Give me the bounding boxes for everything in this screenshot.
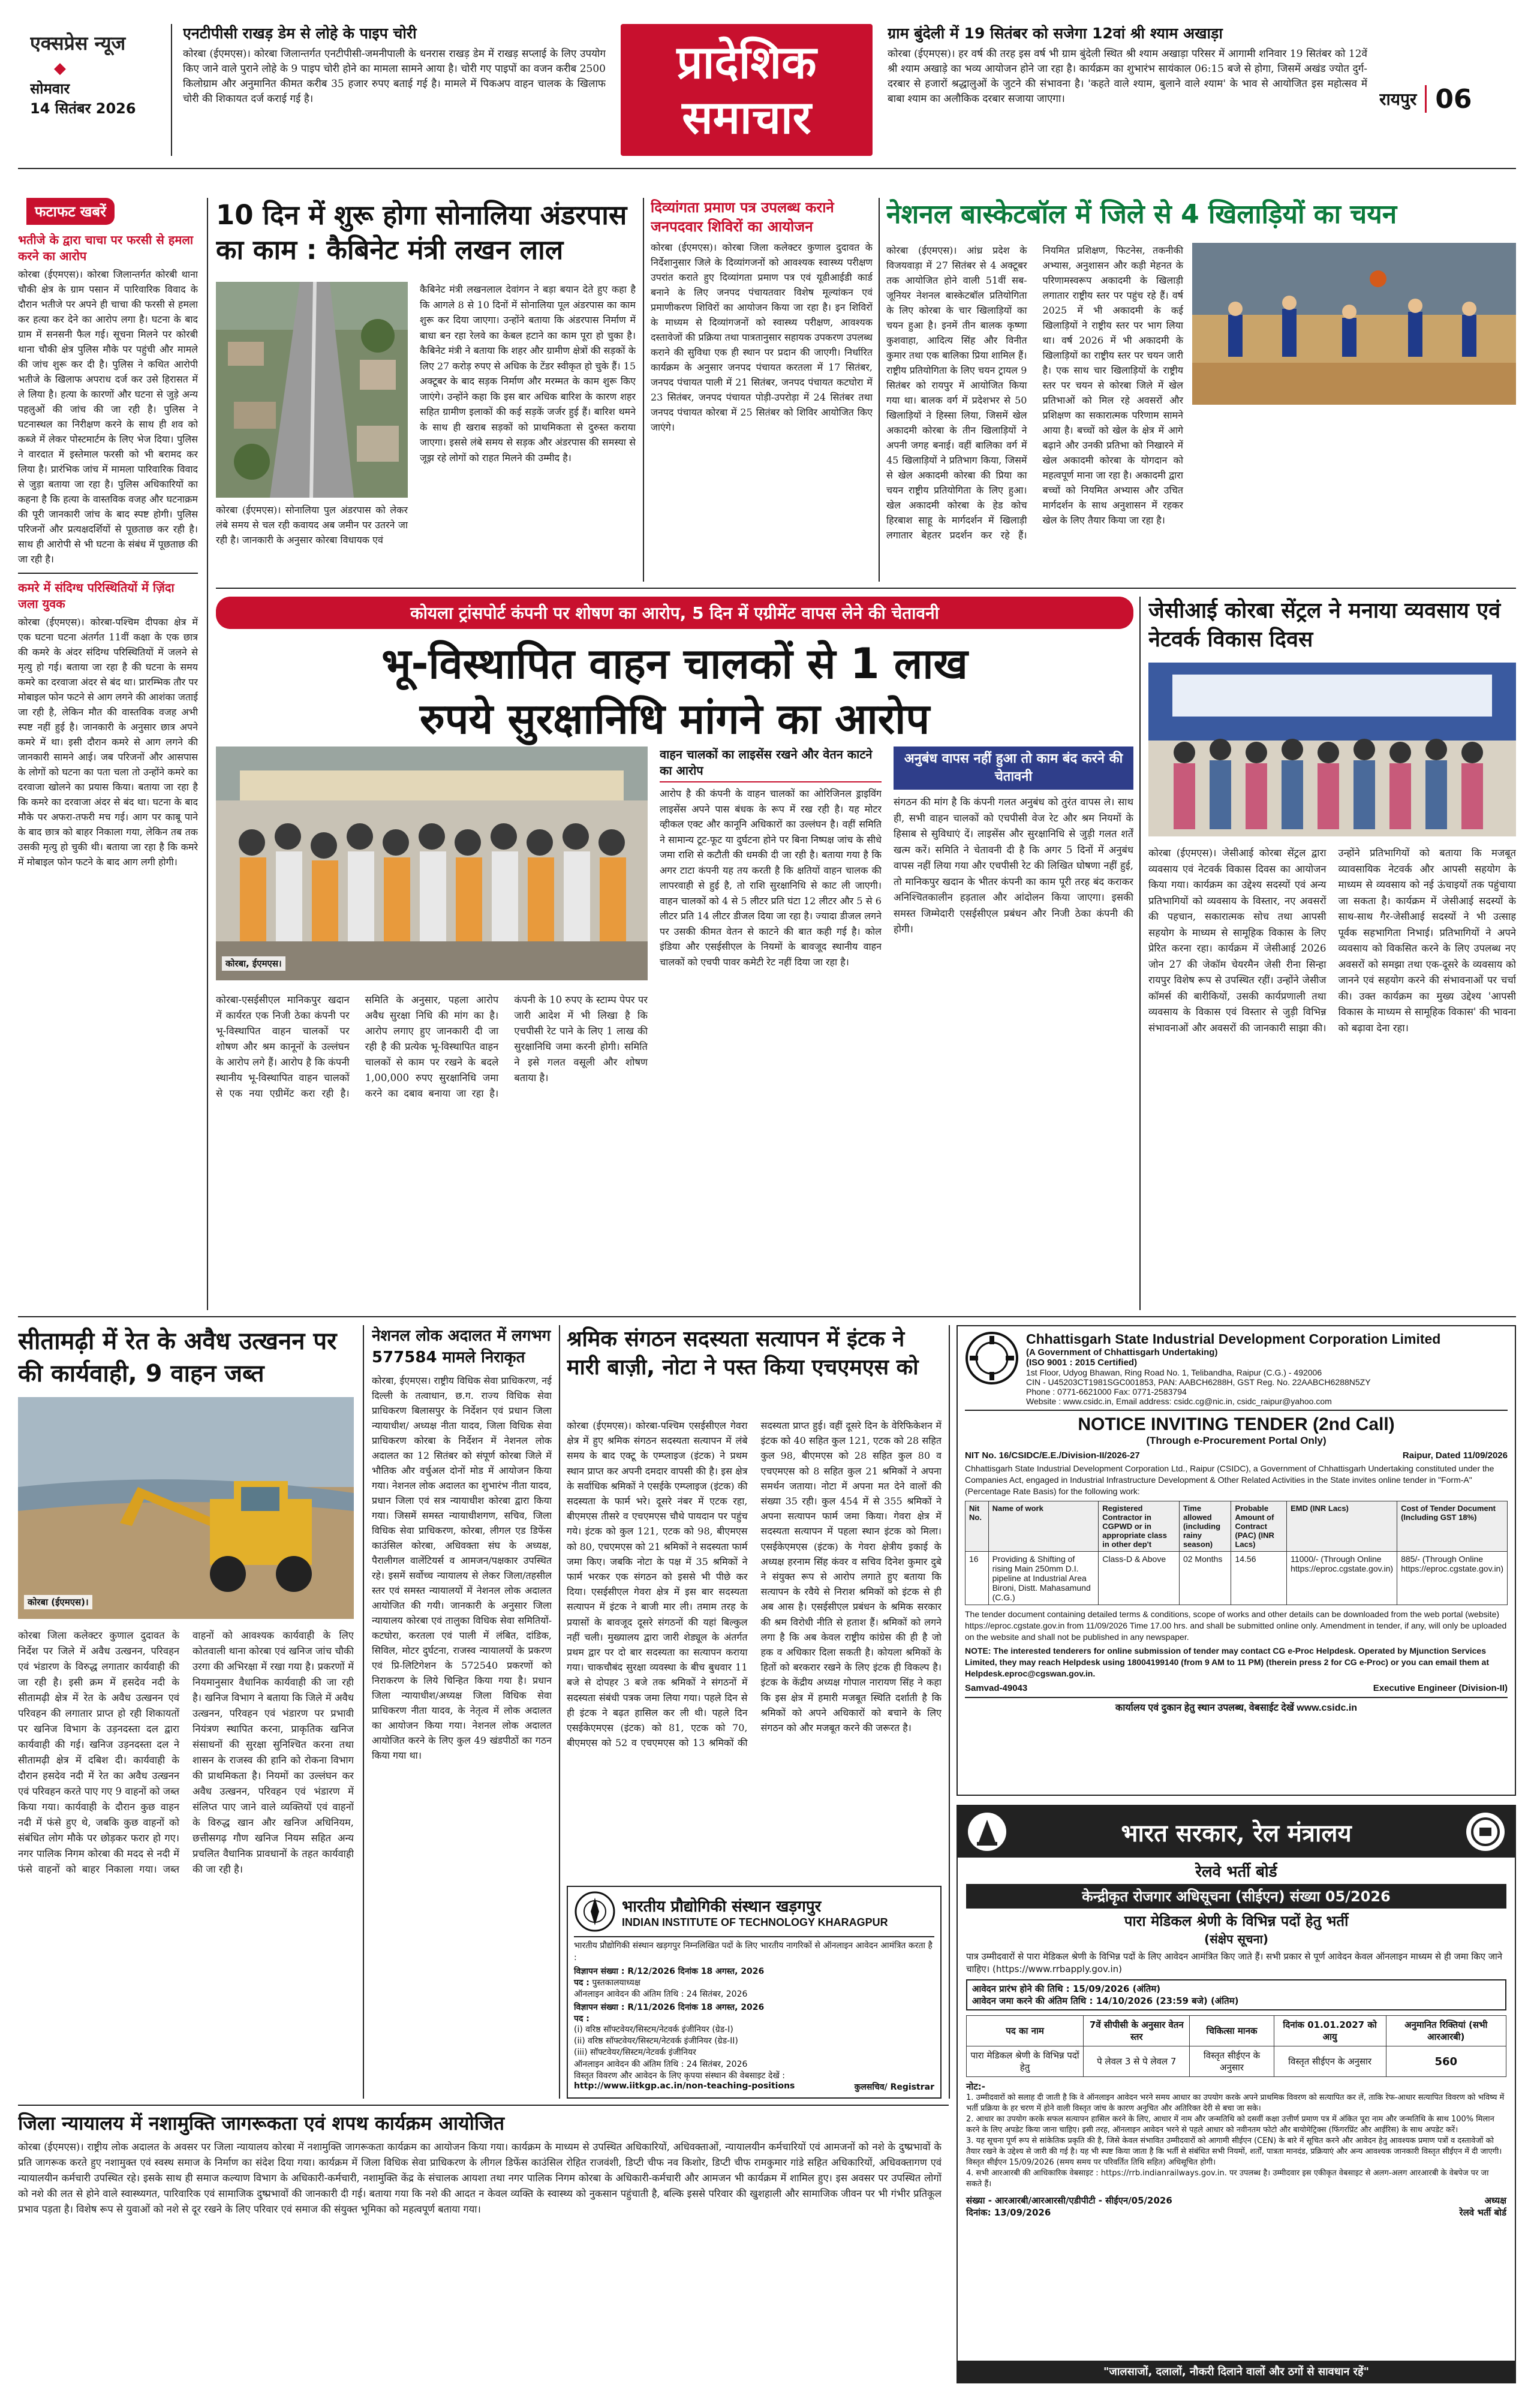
jci-headline: जेसीआई कोरबा सेंट्रल ने मनाया व्यवसाय एवं नेटवर्क विकास दिवस (1148, 598, 1501, 652)
sand-body: कोरबा जिला कलेक्टर कुणाल दुदावत के निर्देश पर जिले में अवैध उत्खनन, परिवहन एवं भंडारण के विरुद्ध लगातार कार्यवाही की जा रही है। इसी क्रम में हसदेव नदी के सीतामढ़ी क्षेत्र में रेत के अवैध उत्खनन एवं परिवहन की लगातार प्राप्त हो रही शिकायतों पर खनिज विभाग के उड़नदस्ता दल द्वारा कार्यवाही की गई। खनिज उड़नदस्ता दल ने सीतामढ़ी क्षेत्र में दबिश दी। कार्यवाही के दौरान हसदेव नदी में रेत का अवैध उत्खनन एवं परिवहन करते पाए गए 9 वाहनों को जब्त किया गया। कार्यवाही के दौरान कुछ वाहन नदी में फंसे हुए थे, जबकि कुछ वाहनों को संबंधित लोग मौके पर छोड़कर फरार हो गए। नगर पालिक निगम कोरबा की मदद से नदी में फंसे वाहनों को बाहर निकाला गया। जब्त वाहनों को आवश्यक कार्यवाही के लिए कोतवाली थाना कोरबा एवं खनिज जांच चौकी उरगा की अभिरक्षा में रखा गया है। प्रकरणों में नियमानुसार वैधानिक कार्यवाही की जा रही है। खनिज विभाग ने बताया कि जिले में अवैध उत्खनन, परिवहन एवं भंडारण पर प्रभावी नियंत्रण स्थापित करना, प्राकृतिक खनिज संसाधनों की सुरक्षा सुनिश्चित करना तथा शासन के राजस्व की हानि को रोकना विभाग की प्राथमिकता है। नियमों का उल्लंघन कर अवैध उत्खनन, परिवहन एवं भंडारण में संलिप्त पाए जाने वाले व्यक्तियों एवं वाहनों के विरुद्ध खान और खनिज अधिनियम, छत्तीसगढ़ गौण खनिज नियम सहित अन्य प्रचलित वैधानिक प्रावधानों के तहत कार्यवाही की जा रही है। (18, 1630, 354, 1875)
section-banner (621, 24, 873, 156)
disability-story (651, 198, 873, 582)
protest-crowd-image (216, 747, 648, 980)
underpass-caption: कोरबा (ईएमएस)। सोनालिया पुल अंडरपास को लेकर लंबे समय से चल रही कवायद अब जमीन पर उतरने जा रही है। जानकारी के अनुसार कोरबा विधायक एवं (216, 504, 408, 546)
weekday: सोमवार (30, 80, 70, 97)
city-page (1379, 81, 1516, 117)
railway-end-date: : 14/10/2026 (23:59 बजे) (अंतिम) (1089, 1995, 1239, 2006)
iit-post2-item: (i) वरिष्ठ सॉफ्टवेयर/सिस्टम/नेटवर्क इंजीनियर (ग्रेड-I) (574, 2025, 733, 2034)
csidc-sub1: (A Government of Chhattisgarh Undertaking) (1026, 1347, 1218, 1357)
railway-intro: पात्र उम्मीदवारों से पारा मेडिकल श्रेणी के विभिन्न पदों के लिए आवेदन आमंत्रित किए जाते हैं। सभी प्रकार से पूर्ण आवेदन केवल ऑनलाइन माध्यम से ही जमा किए जाने चाहिए। (https://www.rrbapply.gov.in) (966, 1951, 1503, 1974)
iit-footer: विस्तृत विवरण और आवेदन के लिए कृपया संस्थान की वेबसाइट देखें : (574, 2071, 785, 2081)
csidc-tender-ad (957, 1325, 1516, 1796)
iit-intro: भारतीय प्रौद्योगिकी संस्थान खड़गपुर निम्नलिखित पदों के लिए भारतीय नागरिकों से ऑनलाइन आवेदन आमंत्रित करता है : (574, 1941, 933, 1962)
table-cell: 02 Months (1179, 1552, 1231, 1605)
iit-deadline2: ऑनलाइन आवेदन की अंतिम तिथि : 24 सितंबर, 2026 (574, 2060, 748, 2069)
csidc-note1: The tender document containing detailed terms & conditions, scope of works and other details can be downloaded from the web portal (website) https://eproc.cgstate.gov.in from 11/09/2026 Time 17.00 hrs. and shall be submitted online only. Amendment in tender, if any, will only be uploaded on the website and shall not be published in any newspaper. (965, 1609, 1507, 1642)
union-story (567, 1325, 942, 2099)
table-cell: पे लेवल 3 से पे लेवल 7 (1084, 2046, 1190, 2077)
csidc-org: Chhattisgarh State Industrial Development Corporation Limited (1026, 1331, 1441, 1347)
railway-end-label: आवेदन जमा करने की अंतिम तिथि (972, 1995, 1087, 2006)
lead-sub1-body: आरोप है की कंपनी के वाहन चालकों का ओरिजिनल ड्राइविंग लाइसेंस अपने पास बंधक के रूप में रख रही है। यह मोटर व्हीकल एक्ट और कानूनि अधिकारों का उल्लंघन है। वहीं समिति ने सामान्य टूट-फूट या दुर्घटना होने पर बिना निष्पक्ष जांच के सीधे जमा राशि से कटौती की धमकी दी जा रही है। बताया गया है कि अगर टाटा कंपनी यह तय करती है कि क्षतियों वाहन चालक की लापरवाही से हुई है, तो राशि सुरक्षानिधि से काट ली जाएगी। वाहन चालकों को 4 से 5 लीटर प्रति घंटा 12 लीटर और 5 से 6 लीटर प्रति 14 लीटर डीजल दिया जा रहा है। ज्यादा डीजल लगने पर उसकी कीमत वेतन से काटने की बात कही गई है। कोल इंडिया और एसईसीएल के नियमों के बावजूद स्थानीय वाहन चालकों को एचपी पावर कमेटी रेट नहीं दिया जा रहा है। (660, 788, 882, 968)
column-header: Cost of Tender Document (Including GST 18%) (1397, 1501, 1508, 1552)
table-header-row (965, 1501, 1508, 1552)
railway-ad (957, 1805, 1516, 2383)
iit-post2-item: (iii) सॉफ्टवेयर/सिस्टम/नेटवर्क इंजीनियर (574, 2048, 696, 2057)
fatafat-body-2: कोरबा (ईएमएस)। कोरबा-पश्चिम दीपका क्षेत्र में एक घटना घटना अंतर्गत 11वीं कक्षा के एक छात्र की कमरे के अंदर संदिग्ध परिस्थितियों में जलने से मृत्यु हो गई। बताया जा रहा है की घटना के समय कमरे का दरवाजा अंदर से बंद था। प्रारम्भिक तौर पर मोबाइल फोन फटने से आग लगने की आशंका जताई जा रही है, लेकिन मौत की वास्तविक वजह अभी स्पष्ट नहीं हुई है। जानकारी के अनुसार छात्र अपने कमरे में था। इसी दौरान कमरे से आग लगने की जानकारी सामने आई। जब परिजनों और आसपास के लोगों को घटना का पता चला तो उन्होंने कमरे का दरवाजा खोलने का प्रयास किया। बताया जा रहा है कि कमरे का दरवाजा अंदर से बंद था। घटना के बाद मौके पर अफरा-तफरी मच गई। आग पर काबू पाने के बाद छात्र को बाहर निकाला गया, लेकिन तब तक उसकी मृत्यु हो चुकी थी। बताया जा रहा है कि कमरे में मोबाइल फोन फटने के बाद आग लगी होगी। (18, 616, 198, 868)
table-cell: 16 (965, 1552, 989, 1605)
top-right-headline: ग्राम बुंदेली में 19 सितंबर को सजेगा 12वां श्री श्याम अखाड़ा (888, 25, 1223, 42)
csidc-web: Website : www.csidc.in, Email address: csidc.cg@nic.in, csidc_raipur@yahoo.com (1026, 1396, 1332, 1406)
iit-url[interactable]: http://www.iitkgp.ac.in/non-teaching-positions (574, 2081, 795, 2091)
fatafat-column (18, 198, 198, 1310)
column-header: 7वें सीपीसी के अनुसार वेतन स्तर (1084, 2016, 1190, 2046)
underpass-story (216, 198, 636, 582)
diamond-icon: ◆ (54, 59, 66, 77)
railway-start-label: आवेदन प्रारंभ होने की तिथि (972, 1983, 1063, 1994)
railway-dinank: दिनांक: 13/09/2026 (966, 2207, 1051, 2218)
lead-photo-caption: कोरबा, ईएमएस। (222, 956, 285, 971)
section-title-1: प्रादेशिक (676, 35, 817, 89)
iit-ad (567, 1886, 942, 2099)
de-addiction-story (18, 2111, 942, 2383)
column-header: अनुमानित रिक्तियां (सभी आरआरबी) (1386, 2016, 1506, 2046)
railway-note: 3. यह सूचना पूर्ण रूप से सांकेतिक प्रकृति की है, जिसे केवल संभावित उम्मीदवारों को आगामी सीईएन (CEN) के बारे में सूचित करने और आवेदन हेतु आवश्यक प्रमाण पत्रों व दस्तावेजों को तैयार रखने के उद्देश्य से जारी की गई है। यह भी स्पष्ट किया जाता है कि भर्ती से संबंधित सभी नियमों, शर्तों, पात्रता मानदंड, प्रक्रियाएं और अन्य आवश्यक जानकारी विस्तृत सीईएन में दी जाएगी। विस्तृत सीईएन 15/09/2026 (समय समय पर परिवर्तित तिथि सहित) अधिसूचित होगी। (966, 2136, 1502, 2167)
disability-headline: दिव्यांगता प्रमाण पत्र उपलब्ध कराने जनपदवार शिविरों का आयोजन (651, 199, 834, 235)
table-cell: पारा मेडिकल श्रेणी के विभिन्न पदों हेतु (967, 2046, 1084, 2077)
iit-adv1: विज्ञापन संख्या : R/12/2026 दिनांक 18 अगस्त, 2026 (574, 1967, 765, 1976)
csidc-samvad: Samvad-49043 (965, 1683, 1028, 1693)
table-cell: विस्तृत सीईएन के अनुसार (1190, 2046, 1274, 2077)
iit-logo-icon (574, 1891, 616, 1933)
sand-photo-caption: कोरबा (ईएमएस)। (24, 1595, 92, 1609)
csidc-address: 1st Floor, Udyog Bhawan, Ring Road No. 1, Telibandha, Raipur (C.G.) - 492006 (1026, 1368, 1322, 1377)
iit-name-en: INDIAN INSTITUTE OF TECHNOLOGY KHARAGPUR (622, 1916, 888, 1928)
fatafat-body-1: कोरबा (ईएमएस)। कोरबा जिलान्तर्गत कोरबी थाना चौकी क्षेत्र के ग्राम पसान में पारिवारिक विवाद के दौरान भतीजे पर अपने ही चाचा की फरसी से हमला कर हत्या कर देने का आरोप लगा है। घटना के बाद ग्राम में सनसनी फैल गई। सूचना मिलने पर कोरबी थाना चौकी क्षेत्र पुलिस मौके पर पहुंची और मामले की जांच शुरू कर दी है। पुलिस ने कथित आरोपी भतीजे के खिलाफ अपराध दर्ज कर उसे हिरासत में ले लिया है। हत्या के कारणों और घटना से जुड़े अन्य पहलुओं की जांच की जा रही है। पुलिस ने घटनास्थल का निरीक्षण करने के साथ ही शव को कब्जे में लेकर पोस्टमार्टम के लिए भेज दिया। पुलिस ने वारदात में इस्तेमाल फरसी को भी बरामद कर लिया है। प्रारंभिक जांच में मामला पारिवारिक विवाद से जुड़ा बताया जा रहा है। पुलिस अधिकारियों का कहना है कि हत्या के वास्तविक वजह और घटनाक्रम की पूरी जानकारी जांच के बाद स्पष्ट होगी। पुलिस परिजनों और प्रत्यक्षदर्शियों से पूछताछ कर रही है। साथ ही आरोपी से भी घटना के संबंध में पूछताछ की जा रही है। (18, 269, 198, 565)
railway-notice-label: (संक्षेप सूचना) (1204, 1932, 1268, 1946)
table-row (967, 2046, 1506, 2077)
underpass-photo (216, 282, 408, 498)
basketball-headline: नेशनल बास्केटबॉल में जिले से 4 खिलाड़ियों का चयन (886, 199, 1397, 230)
column-header: पद का नाम (967, 2016, 1084, 2046)
masthead (18, 24, 1516, 168)
csidc-signatory: Executive Engineer (Division-II) (1373, 1683, 1508, 1693)
indian-railways-logo-icon (1464, 1811, 1506, 1853)
csidc-phone: Phone : 0771-6621000 Fax: 0771-2583794 (1026, 1387, 1187, 1396)
column-header: Probable Amount of Contract (PAC) (INR Lacs) (1231, 1501, 1287, 1552)
railway-signatory-2: रेलवे भर्ती बोर्ड (1459, 2207, 1506, 2218)
iit-post1: पुस्तकालयाध्यक्ष (592, 1978, 640, 1988)
masthead-date-box (30, 30, 159, 156)
csidc-sub2: (ISO 9001 : 2015 Certified) (1026, 1357, 1138, 1368)
railway-cen: केन्द्रीकृत रोजगार अधिसूचना (सीईएन) संख्या 05/2026 (966, 1884, 1506, 1909)
railway-start-date: : 15/09/2026 (अंतिम) (1066, 1983, 1161, 1994)
iit-post1-label: पद : (574, 1978, 589, 1988)
lok-adalat-story (372, 1325, 552, 2099)
de-addiction-body: कोरबा (ईएमएस)। राष्ट्रीय लोक अदालत के अवसर पर जिला न्यायालय कोरबा में नशामुक्ति जागरूकता कार्यक्रम का आयोजन किया गया। कार्यक्रम के माध्यम से उपस्थित अधिकारियों, अधिवक्ताओं, न्यायालयीन कर्मचारियों एवं आमजनों को नशे के दुष्प्रभावों के प्रति जागरूक करते हुए नशामुक्त एवं स्वस्थ समाज के निर्माण का संदेश दिया गया। कार्यक्रम में जिला विधिक सेवा प्राधिकरण के लीगल डिफेंस काउंसिल रोहित राजवंशी, डिप्टी चीफ नव किशोर, डिप्टी चीफ रामकुमार गांडे सहित अधिकारियों, अधिवक्तागण एवं न्यायालयीन कर्मचारी उपस्थित रहे। इसके साथ ही समाज कल्याण विभाग के अधिकारी-कर्मचारी, नशामुक्ति केंद्र के संचालक आयशा तथा नगर पालिक निगम कोरबा के अधिकारी-कर्मचारी और आमजन भी कार्यक्रम में शामिल हुए। इस अवसर पर उपस्थित लोगों को नशे की लत से होने वाले स्वास्थ्यगत, पारिवारिक एवं सामाजिक दुष्प्रभावों की जानकारी दी गई। बताया गया कि नशे की आदत न केवल व्यक्ति के स्वास्थ्य को नुकसान पहुंचाती है, बल्कि इससे परिवार की खुशहाली और सामाजिक जीवन पर भी गंभीर प्रतिकूल प्रभाव पड़ता है। विशेष रूप से युवाओं को नशे से दूर रखने के लिए परिवार एवं समाज की संयुक्त भूमिका को महत्वपूर्ण बताया गया। (18, 2141, 942, 2215)
railway-notes-label: नोट:- (966, 2081, 985, 2092)
csidc-intro: Chhattisgarh State Industrial Development Corporation Ltd., Raipur (CSIDC), a Government of Chhattisgarh Undertaking constituted under the Companies Act, engaged in Industrial Infrastructure Development & Other Related Activities in the State invites online tender in "Form-A" (Percentage Rate Basis) for the following work: (965, 1464, 1494, 1496)
fatafat-headline-1: भतीजे के द्वारा चाचा पर फरसी से हमला करने का आरोप (18, 233, 194, 263)
union-headline: श्रमिक संगठन सदस्यता सत्यापन में इंटक ने मारी बाज़ी, नोटा ने पस्त किया एचएमएस को (567, 1327, 919, 1380)
railway-table (966, 2015, 1506, 2077)
railway-sankhya: संख्या - आरआरबी/आरआरसी/एडीपीटी - सीईएन/05/2026 (966, 2195, 1172, 2206)
underpass-headline: 10 दिन में शुरू होगा सोनालिया अंडरपास का काम : कैबिनेट मंत्री लखन लाल (216, 199, 627, 266)
csidc-tender-table (965, 1501, 1508, 1605)
lead-story (216, 597, 1133, 1310)
railway-ministry: भारत सरकार, रेल मंत्रालय (1121, 1819, 1352, 1847)
lead-photo (216, 747, 648, 980)
basketball-story (886, 198, 1516, 582)
jci-body: कोरबा (ईएमएस)। जेसीआई कोरबा सेंट्रल द्वारा व्यवसाय एवं नेटवर्क विकास दिवस का आयोजन किया गया। कार्यक्रम का उद्देश्य सदस्यों एवं अन्य प्रतिभागियों को व्यवसाय के विस्तार, नए अवसरों की पहचान, सकारात्मक सोच तथा आपसी सहयोग के माध्यम से सामूहिक विकास के लिए प्रेरित करना रहा। कार्यक्रम में जेसीआई 2026 जोन 27 की जेकॉम चेयरमैन जेसी रीना सिन्हा रायपुर विशेष रूप से उपस्थित रहीं। उन्होंने जेसीज कॉमर्स की बारीकियों, उसकी कार्यप्रणाली तथा व्यवसाय के विकास एवं विस्तार से जुड़ी विभिन्न संभावनाओं और अवसरों की जानकारी साझा की। उन्होंने प्रतिभागियों को बताया कि मजबूत व्यावसायिक नेटवर्क और आपसी सहयोग के माध्यम से व्यवसाय को नई ऊंचाइयों तक पहुंचाया जा सकता है। कार्यक्रम में जेसीआई सदस्यों के साथ-साथ गैर-जेसीआई सदस्यों ने भी उत्साह पूर्वक सहभागिता निभाई। प्रतिभागियों ने अपने व्यवसाय को विकसित करने के लिए उपलब्ध नए अवसरों को समझा तथा एक-दूसरे के व्यवसाय को जानने एवं सहयोग करने की संभावनाओं पर चर्चा की। उक्त कार्यक्रम का मुख्य उद्देश्य 'आपसी विकास के माध्यम से सामूहिक विकास' की भावना को बढ़ावा देना रहा। (1148, 847, 1516, 1034)
table-row (965, 1552, 1508, 1605)
lead-sub2 (894, 747, 1133, 1310)
lead-sub2-headline: अनुबंध वापस नहीं हुआ तो काम बंद करने की चेतावनी (894, 747, 1133, 790)
section-title-2: समाचार (682, 91, 811, 144)
table-cell: Providing & Shifting of rising Main 250mm D.I. pipeline at Industrial Area Bironi, Distt. Mahasamund (C.G.) (988, 1552, 1099, 1605)
page-number: 06 (1435, 83, 1472, 115)
railway-note: 1. उम्मीदवारों को सलाह दी जाती है कि वे ऑनलाइन आवेदन भरने समय आधार का उपयोग करके अपने प्राथमिक विवरण को सत्यापित कर लें, ताकि रेफ-आधार सत्यापित विवरण को भविष्य में भर्ती प्रक्रिया के हर चरण में होने वाली विस्तृत जांच के कारण अनुचित और अतिरिक्त देरी से बचा जा सके। (966, 2093, 1505, 2113)
csidc-nit-no: NIT No. 16/CSIDC/E.E./Division-II/2026-27 (965, 1450, 1140, 1461)
top-right-body: कोरबा (ईएमएस)। हर वर्ष की तरह इस वर्ष भी ग्राम बुंदेली स्थित श्री श्याम अखाड़ा परिसर में आगामी शनिवार 19 सितंबर को 12वें श्री श्याम अखाड़े का भव्य आयोजन होने जा रहा है। कार्यक्रम का शुभारंभ सायंकाल 06:15 बजे से होगा, जिसमें अखंड ज्योत दुर्ग-दरबार से हजारों श्रद्धालुओं के जुटने की संभावना है। 'कहते वाले श्याम, बुलाने वाले श्याम' के भाव से आयोजित इस महोत्सव में बाबा श्याम का अलौकिक दरबार सजाया जाएगा। (888, 48, 1367, 105)
column-header: दिनांक 01.01.2027 को आयु (1274, 2016, 1386, 2046)
union-body: कोरबा (ईएमएस)। कोरबा-पश्चिम एसईसीएल गेवरा क्षेत्र में हुए श्रमिक संगठन सदस्यता सत्यापन में लंबे समय के बाद एक्टू के एम्प्लाइज (इंटक) ने प्रथम स्थान प्राप्त कर अपनी दमदार वापसी की है। इस क्षेत्र के सर्वाधिक श्रमिकों ने एसईके एम्प्लाइज (इंटक) की सदस्यता के फार्म भरे। दूसरे नंबर में एटक रहा, बीएमएस तीसरे व एचएमएस चौथे पायदान पर पहुंच गये। इंटक को कुल 121, एटक को 98, बीएमएस को 80, एचएमएस को 21 श्रमिकों ने सदस्यता फार्म जमा किए। जबकि नोटा के पक्ष में 35 श्रमिकों ने फार्म भरकर एक संगठन को इससे भी पीछे कर दिया। एसईसीएल गेवरा क्षेत्र में इस बार सदस्यता सत्यापन में इंटक ने बाजी मार ली। तमाम तरह के प्रयासों के बावजूद दूसरे संगठनों की यहां बिल्कुल नहीं चली। मुख्यालय द्वारा जारी शेड्यूल के अंतर्गत प्रथम द्वार पर दो बार सदस्यता का सत्यापन कराया गया। चाकचौबंद सुरक्षा व्यवस्था के बीच बुधवार 11 बजे से दोपहर 3 बजे तक श्रमिकों ने संगठनों में सदस्यता संबंधी पत्रक जमा लिया गया। पहले दिन से ही इंटक ने बढ़त हासिल कर ली थी। पहले दिन एसईकेएमएस (इंटक) को 81, एटक को 70, बीएमएस को 52 व एचएमएस को 13 श्रमिकों की सदस्यता प्राप्त हुई। वहीं दूसरे दिन के वेरिफिकेशन में इंटक को 40 सहित कुल 121, एटक को 28 सहित कुल 98, बीएमएस को 28 सहित कुल 80 व एचएमएस को 8 सहित कुल 21 श्रमिकों ने अपना समर्थन जताया। नोटा में अपना मत देने वालों की संख्या 35 रही। कुल 454 में से 355 श्रमिकों ने अपना सत्यापन फार्म जमा किया। गेवरा क्षेत्र में सदस्यता सत्यापन में पहला स्थान इंटक को मिला। एसईकेएमएस (इंटक) के गेवरा क्षेत्रीय इकाई के अध्यक्ष हरनाम सिंह कंवर व सचिव दिनेश कुमार दुबे ने संयुक्त रूप से आरोप लगाते हुए बताया कि सत्यापन के रवैये से निराश श्रमिकों को इंटक से ही अब आस है। एसईसीएल प्रबंधन के श्रमिक सरकार की श्रम विरोधी नीति से हताश हैं। श्रमिकों को लगने लगा है कि अब केवल राष्ट्रीय कांग्रेस की ही है जो हक व अधिकार दिला सकती है। कोयला श्रमिकों के हितों को बरकरार रखने के लिए इंटक ही विकल्प है। इंटक के केंद्रीय अध्यक्ष गोपाल नारायण सिंह ने कहा कि इस क्षेत्र में हमारी मजबूत स्थिति दर्शाती है कि श्रमिकों को अपने अधिकारों को बचाने के लिए संगठन को और मजबूत करने की जरूरत है। (567, 1420, 942, 1749)
table-cell: 14.56 (1231, 1552, 1287, 1605)
iit-name-hi: भारतीय प्रौद्योगिकी संस्थान खड़गपुर (622, 1897, 822, 1916)
lead-headline-2: रुपये सुरक्षानिधि मांगने का आरोप (419, 694, 930, 744)
aerial-road-image (216, 282, 408, 498)
excavator-river-image (18, 1397, 354, 1619)
column-header: EMD (INR Lacs) (1287, 1501, 1397, 1552)
sand-story (18, 1325, 354, 2099)
csidc-subtitle: (Through e-Procurement Portal Only) (1146, 1435, 1327, 1446)
iit-post2-item: (ii) वरिष्ठ सॉफ्टवेयर/सिस्टम/नेटवर्क इंजीनियर (ग्रेड-II) (574, 2036, 738, 2046)
underpass-body: कैबिनेट मंत्री लखनलाल देवांगन ने बड़ा बयान देते हुए कहा है कि आगले 8 से 10 दिनों में सोनालिया पूल अंडरपास का काम शुरू कर दिया जाएगा। उन्होंने बताया कि अंडरपास निर्माण में बाधा बन रहा रेलवे का केबल हटाने का काम पूरा हो चुका है। कैबिनेट मंत्री ने बताया कि शहर और ग्रामीण क्षेत्रों की सड़कों के लिए 27 करोड़ रुपए से अधिक के टेंडर स्वीकृत हो चुके हैं। 15 अक्टूबर के बाद सड़क निर्माण और मरम्मत के काम शुरू किए जाएंगे। उन्होंने कहा कि इस बार अधिक बारिश के कारण शहर सहित ग्रामीण इलाकों की कई सड़कें जर्जर हुई हैं। बारिश थमने के साथ ही खराब सड़कों को प्राथमिकता से दुरुस्त कराया जाएगा। इससे लंबे समय से सड़क और अंडरपास की समस्या से जूझ रहे लोगों को राहत मिलने की उम्मीद है। (420, 284, 636, 463)
railway-note: 4. सभी आरआरबी की आधिकारिक वेबसाइट : https://rrb.indianrailways.gov.in. पर उपलब्ध है। उम्मीदवार इस एकीकृत वेबसाइट से अलग-अलग आरआरबी के वेबपेज पर जा सकते हैं। (966, 2169, 1489, 2189)
table-header-row (967, 2016, 1506, 2046)
iit-signatory: कुलसचिव/ Registrar (854, 2082, 934, 2092)
iit-adv2: विज्ञापन संख्या : R/11/2026 दिनांक 18 अगस्त, 2026 (574, 2003, 765, 2012)
railway-board: रेलवे भर्ती बोर्ड (1195, 1863, 1277, 1881)
railway-note: 2. आधार का उपयोग करके सफल सत्यापन हासिल करने के लिए, आधार में नाम और जन्मतिथि को दसवीं कक्षा उत्तीर्ण प्रमाण पत्र में अंकित पूरा नाम और जन्मतिथि के साथ 100% मिलान करने के लिए अपडेट किया जाना चाहिए। इसी तरह, ऑनलाइन आवेदन भरने से पहले आधार को नवीनतम फोटो और बायोमेट्रिक्स (फिंगरप्रिंट और आईरिस) के साथ अपडेट करें। (966, 2115, 1494, 2135)
lead-kicker: कोयला ट्रांसपोर्ट कंपनी पर शोषण का आरोप, 5 दिन में एग्रीमेंट वापस लेने की चेतावनी (216, 597, 1133, 629)
jci-story (1148, 597, 1516, 1310)
top-left-body: कोरबा (ईएमएस)। कोरबा जिलान्तर्गत एनटीपीसी-जमनीपाली के धनरास राखड़ डेम में राखड़ सप्लाई के लिए उपयोग किए जाने वाले पुराने लोहे के 9 पाइप चोरी होने का मामला सामने आया है। चोरी गए पाइपों का वजन करीब 2500 किलोग्राम और अनुमानित कीमत करीब 35 हजार रुपए बताई गई है। मामले में पिकअप वाहन चालक के खिलाफ चोरी की शिकायत दर्ज कराई गई है। (183, 48, 606, 105)
de-addiction-headline: जिला न्यायालय में नशामुक्ति जागरूकता एवं शपथ कार्यक्रम आयोजित (18, 2112, 505, 2135)
column-header: Name of work (988, 1501, 1099, 1552)
column-header: Nit No. (965, 1501, 989, 1552)
csidc-cin: CIN - U45203CT1981SGC001853, PAN: AABCH6288H, GST Reg. No. 22AABCH6288N5ZY (1026, 1377, 1371, 1387)
lok-adalat-headline: नेशनल लोक अदालत में लगभग 577584 मामले निराकृत (372, 1327, 551, 1366)
iit-post2-label: पद : (574, 2014, 589, 2024)
railway-footer: "जालसाजों, दलालों, नौकरी दिलाने वालों और ठगों से सावधान रहें" (958, 2361, 1515, 2382)
top-left-story (183, 24, 606, 156)
fatafat-tag: फटाफट खबरें (26, 198, 115, 225)
issue-date: 14 सितंबर 2026 (30, 100, 136, 117)
lead-sub2-body: संगठन की मांग है कि कंपनी गलत अनुबंध को तुरंत वापस ले। साथ ही, सभी वाहन चालकों को एचपीसी वेज रेट और श्रम नियमों के हिसाब से सुविधाएं दें। लाइसेंस और सुरक्षानिधि से जुड़ी गलत शर्तें खत्म करें। समिति ने चेतावनी दी है कि अगर 5 दिनों में अनुबंध वापस नहीं लिया गया और एचपीसी रेट की लिखित घोषणा नहीं हुई, तो मानिकपुर खदान के भीतर कंपनी का काम पूरी तरह बंद कराकर अनिश्चितकालीन हड़ताल और आंदोलन किया जाएगा। इसकी समस्त जिम्मेदारी एसईसीएल प्रबंधन और निजी ठेका कंपनी की होगी। (894, 796, 1133, 935)
lead-sub1 (660, 747, 882, 1310)
emblem-icon (966, 1811, 1008, 1853)
csidc-nit-date: Raipur, Dated 11/09/2026 (1402, 1450, 1508, 1461)
basketball-photo (1192, 243, 1516, 405)
paper-name: एक्सप्रेस न्यूज (30, 32, 126, 55)
lead-headline-1: भू-विस्थापित वाहन चालकों से 1 लाख (381, 639, 968, 688)
sand-headline: सीतामढ़ी में रेत के अवैध उत्खनन पर की कार्यवाही, 9 वाहन जब्त (18, 1328, 337, 1387)
csidc-footer: कार्यालय एवं दुकान हेतु स्थान उपलब्ध, वेबसाईट देखें www.csidc.in (965, 1697, 1508, 1714)
jci-photo (1148, 663, 1516, 836)
basketball-body-part1: कोरबा (ईएमएस)। आंध्र प्रदेश के विजयवाड़ा में 27 सितंबर से 4 अक्टूबर तक आयोजित होने वाली 51वीं सब-जूनियर नेशनल बास्केटबॉल प्रतियोगिता के लिए कोरबा के चार खिलाड़ियों का चयन हुआ है। इनमें तीन बालक कृष्णा कुशवाहा, आदित्य सिंह और विनीत कुमार तथा एक बालिका प्रिया शामिल हैं। राष्ट्रीय प्रतियोगिता के लिए चयन ट्रायल 9 सितंबर को रायपुर में आयोजित किया गया था। बालक वर्ग में प्रदेशभर से 50 खिलाड़ियों ने हिस्सा लिया, जिसमें खेल अकादमी कोरबा के तीन खिलाड़ियों ने अपनी जगह बनाई। वहीं बालिका वर्ग में 45 खिलाड़ियों ने प्रतिभाग किया, जिसमें से खेल अकादमी कोरबा की प्रिया का चयन राष्ट्रीय प्रतियोगिता के लिए हुआ। खेल अकादमी कोरबा के हेड कोच हिरबाश साहू के मार्गदर्शन में खिलाड़ी लगातार बेहतर प्रदर्शन कर रहे हैं। नियमित प्रशिक्षण, फिटनेस, तकनीकी अभ्यास, अनुशासन और कड़ी मेहनत के परिणामस्वरूप अकादमी के खिलाड़ी लगातार राष्ट्रीय स्तर पर पहुंच रहे हैं। वर्ष 2025 में भी अकादमी के कई खिलाड़ियों ने राष्ट्रीय स्तर पर भाग लिया था। वर्ष 2026 में भी अकादमी के खिलाड़ियों का राष्ट्रीय स्तर पर चयन जारी है। एक साथ चार खिलाड़ियों के राष्ट्रीय स्तर पर चयन से कोरबा जिले में खेल प्रतिभाओं को मिल रहे अवसरों और प्रशिक्षण का सकारात्मक परिणाम सामने आया है। बच्चों को खेल के क्षेत्र में आगे बढ़ाने और उनकी प्रतिभा को निखारने में खेल अकादमी कोरबा के योगदान को महत्वपूर्ण माना जा रहा है। अकादमी द्वारा बच्चों को नियमित अभ्यास और उचित मार्गदर्शन के साथ अनुशासन में रहकर खेल के लिए तैयार किया जा रहा है। (886, 245, 1183, 541)
city-name: रायपुर (1379, 89, 1417, 109)
railway-post-line: पारा मेडिकल श्रेणी के विभिन्न पदों हेतु भर्ती (1124, 1913, 1349, 1930)
table-cell: 885/- (Through Online https://eproc.cgstate.gov.in) (1397, 1552, 1508, 1605)
column-header: चिकित्सा मानक (1190, 2016, 1274, 2046)
csidc-note2: NOTE: The interested tenderers for online submission of tender may contact CG e-Proc Helpdesk. Operated by Mjunction Services Limited, they may reach Helpdesk using 18004199140 (from 9 AM to 11 PM) (therein press 2 for CG e-Proc) or you can email them at Helpdesk.eproc@cgswan.gov.in. (965, 1646, 1489, 1678)
railway-signatory-1: अध्यक्ष (1484, 2195, 1506, 2206)
iit-deadline1: ऑनलाइन आवेदन की अंतिम तिथि : 24 सितंबर, 2026 (574, 1989, 748, 1999)
top-left-headline: एनटीपीसी राखड़ डेम से लोहे के पाइप चोरी (183, 25, 417, 42)
fatafat-headline-2: कमरे में संदिग्ध परिस्थितियों में ज़िंदा जला युवक (18, 580, 175, 611)
csidc-title: NOTICE INVITING TENDER (2nd Call) (1078, 1414, 1395, 1434)
column-header: Time allowed (including rainy season) (1179, 1501, 1231, 1552)
table-cell: Class-D & Above (1099, 1552, 1180, 1605)
lead-sub1-headline: वाहन चालकों का लाइसेंस रखने और वेतन काटने का आरोप (660, 747, 882, 782)
top-right-story (888, 24, 1367, 156)
csidc-logo-icon (965, 1331, 1019, 1385)
table-cell: 11000/- (Through Online https://eproc.cgstate.gov.in) (1287, 1552, 1397, 1605)
table-cell: 560 (1386, 2046, 1506, 2077)
table-cell: विस्तृत सीईएन के अनुसार (1274, 2046, 1386, 2077)
jci-group-image (1148, 663, 1516, 836)
disability-body: कोरबा (ईएमएस)। कोरबा जिला कलेक्टर कुणाल दुदावत के निर्देशानुसार जिले के दिव्यांगजनों को आवश्यक स्वास्थ्य परीक्षण उपरांत कराते हुए दिव्यांगता प्रमाण पत्र एवं यूडीआईडी कार्ड बनाने के लिए जनपद पंचायतवार विशेष मूल्यांकन एवं प्रमाणीकरण शिविरों का आयोजन किया जा रहा है। इन शिविरों के माध्यम से दिव्यांगजनों को स्वास्थ्य परीक्षण, आवश्यक दस्तावेजों की प्रक्रिया तथा पात्रतानुसार सहायक उपकरण उपलब्ध कराने की सुविधा एक ही स्थान पर प्रदान की जाएगी। निर्धारित कार्यक्रम के अनुसार जनपद पंचायत करतला में 17 सितंबर, जनपद पंचायत पाली में 21 सितंबर, जनपद पंचायत कटघोरा में 23 सितंबर, जनपद पंचायत पोड़ी-उपरोड़ा में 24 सितंबर तथा जनपद पंचायत कोरबा में 25 सितंबर को शिविर आयोजित किए जाएंगे। (651, 242, 873, 433)
basketball-players-image (1192, 243, 1516, 405)
lok-adalat-body: कोरबा, ईएमएस। राष्ट्रीय विधिक सेवा प्राधिकरण, नई दिल्ली के तत्वाधान, छ.ग. राज्य विधिक सेवा प्राधिकरण बिलासपुर के निर्देशन एवं प्रधान जिला न्यायाधीश/ अध्यक्ष नीता यादव, जिला विधिक सेवा प्राधिकरण कोरबा के निर्देशन में नेशनल लोक अदालत का 12 सितंबर को संपूर्ण कोरबा जिले में भौतिक और वर्चुअल दोनों मोड में आयोजन किया गया। नेशनल लोक अदालत का शुभारंभ नीता यादव, प्रधान जिला एवं सत्र न्यायाधीश कोरबा द्वारा किया गया। जिसमें समस्त न्यायाधीशगण, सचिव, जिला विधिक सेवा प्राधिकरण, कोरबा, लीगल एड डिफेंस काउंसिल कोरबा, अधिवक्ता संघ के अध्यक्ष, पैरालीगल वालेंटियर्स व आमजन/पक्षकार उपस्थित रहे। इसमें सर्वोच्च न्यायालय से लेकर जिला/तहसील स्तर एवं समस्त न्यायालयों में नेशनल लोक अदालत आयोजित की गयी। जानकारी के अनुसार जिला न्यायालय कोरबा एवं तालुका विधिक सेवा समितियों-कटघोरा, करतला एवं पाली में लंबित, दांडिक, सिविल, मोटर दुर्घटना, राजस्व न्यायालयों के प्रकरण एवं प्रि-लिटिगेशन के 572540 प्रकरणों को निराकरण के लिये चिन्हित किया गया है। प्रधान जिला न्यायाधीश/अध्यक्ष जिला विधिक सेवा प्राधिकरण नीता यादव, के नेतृत्व में लोक अदालत का आयोजन किया गया। नेशनल लोक अदालत आयोजित करने के लिए कुल 49 खंडपीठों का गठन किया गया था। (372, 1375, 552, 1761)
lead-body-main: कोरबा-एसईसीएल मानिकपुर खदान में कार्यरत एक निजी ठेका कंपनी पर भू-विस्थापित वाहन चालकों पर शोषण और श्रम कानूनों के उल्लंघन के आरोप लगे हैं। आरोप है कि कंपनी स्थानीय भू-विस्थापित वाहन चालकों से एक नया एग्रीमेंट करा रही है। समिति के अनुसार, पहला आरोप अवैध सुरक्षा निधि की मांग का है। आरोप लगाए हुए जानकारी दी जा रही है की प्रत्येक भू-विस्थापित वाहन चालकों से काम पर रखने के बदले 1,00,000 रुपए सुरक्षानिधि जमा करने का दबाव बनाया जा रहा है। कंपनी के 10 रुपए के स्टाम्प पेपर पर जारी आदेश में भी लिखा है कि एचपीसी रेट पाने के लिए 1 लाख की सुरक्षानिधि जमा करनी होगी। समिति ने इसे गलत वसूली और शोषण बताया है। (216, 994, 648, 1099)
column-header: Registered Contractor in CGPWD or in appropriate class in other dep't (1099, 1501, 1180, 1552)
sand-photo (18, 1397, 354, 1619)
